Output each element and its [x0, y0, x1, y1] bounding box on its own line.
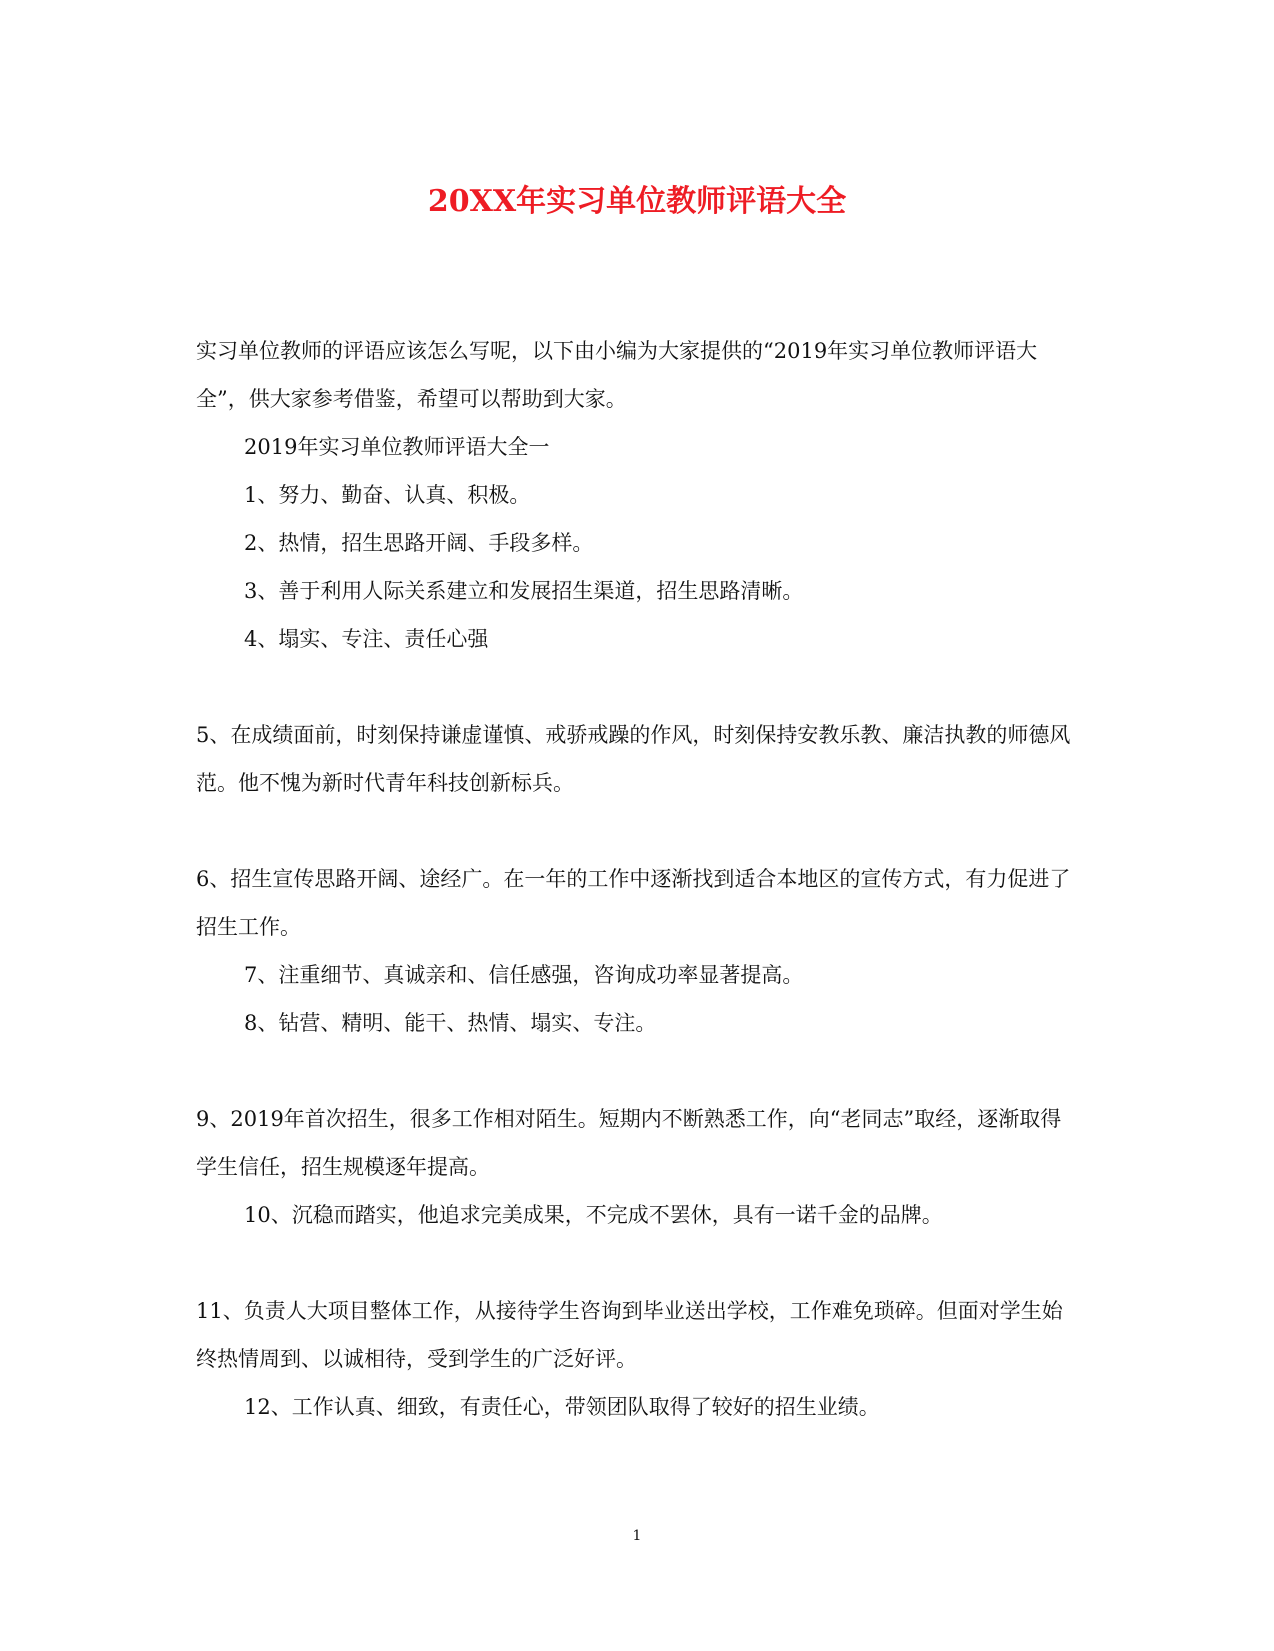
- list-item: 7、注重细节、真诚亲和、信任感强，咨询成功率显著提高。: [244, 963, 804, 987]
- list-item: 11、负责人大项目整体工作，从接待学生咨询到毕业送出学校，工作难免琐碎。但面对学生始终热情周到、以诚相待，受到学生的广泛好评。: [196, 1299, 1063, 1371]
- list-item: 12、工作认真、细致，有责任心，带领团队取得了较好的招生业绩。: [244, 1395, 880, 1419]
- document-body: [196, 327, 1076, 1431]
- list-item: 6、招生宣传思路开阔、途经广。在一年的工作中逐渐找到适合本地区的宣传方式，有力促进了招生工作。: [196, 867, 1071, 939]
- list-item: 4、塌实、专注、责任心强: [244, 627, 489, 651]
- document-title: 20XX年实习单位教师评语大全: [427, 184, 847, 219]
- list-item: 1、努力、勤奋、认真、积极。: [244, 483, 531, 507]
- list-item: 5、在成绩面前，时刻保持谦虚谨慎、戒骄戒躁的作风，时刻保持安教乐教、廉洁执教的师德风范。他不愧为新时代青年科技创新标兵。: [196, 723, 1071, 795]
- page-number: 1: [632, 1528, 642, 1544]
- list-item: 10、沉稳而踏实，他追求完美成果，不完成不罢休，具有一诺千金的品牌。: [244, 1203, 943, 1227]
- list-item: 8、钻营、精明、能干、热情、塌实、专注。: [244, 1011, 657, 1035]
- intro-paragraph: 实习单位教师的评语应该怎么写呢，以下由小编为大家提供的“2019年实习单位教师评语大全”，供大家参考借鉴，希望可以帮助到大家。: [196, 339, 1038, 411]
- section-heading: 2019年实习单位教师评语大全一: [244, 435, 550, 459]
- list-item: 2、热情，招生思路开阔、手段多样。: [244, 531, 594, 555]
- list-item: 9、2019年首次招生，很多工作相对陌生。短期内不断熟悉工作，向“老同志”取经，逐渐取得学生信任，招生规模逐年提高。: [196, 1107, 1062, 1179]
- list-item: 3、善于利用人际关系建立和发展招生渠道，招生思路清晰。: [244, 579, 804, 603]
